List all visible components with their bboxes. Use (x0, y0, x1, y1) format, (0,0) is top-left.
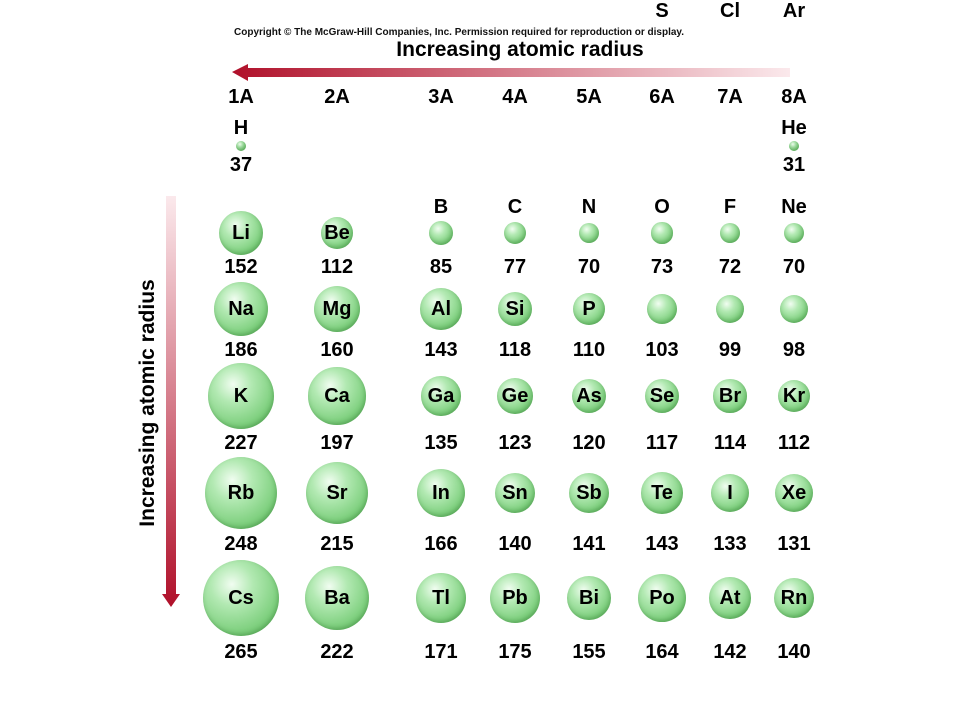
element-symbol-h: H (233, 117, 249, 139)
radius-value-pb: 175 (498, 641, 532, 663)
radius-value-f: 72 (718, 256, 742, 278)
element-symbol-xe: Xe (781, 482, 807, 504)
horizontal-trend-arrow (232, 64, 790, 81)
element-symbol-br: Br (718, 385, 742, 407)
element-symbol-n: N (581, 196, 597, 218)
element-symbol-i: I (727, 482, 733, 504)
element-symbol-cl: Cl (720, 0, 740, 22)
group-header-1a: 1A (228, 86, 254, 108)
element-symbol-na: Na (228, 298, 254, 320)
element-symbol-sr: Sr (326, 482, 348, 504)
radius-value-te: 143 (645, 533, 679, 555)
radius-value-ge: 123 (498, 432, 532, 454)
group-header-7a: 7A (717, 86, 743, 108)
element-symbol-ca: Ca (324, 385, 350, 407)
element-symbol-te: Te (651, 482, 673, 504)
element-symbol-se: Se (649, 385, 675, 407)
radius-value-b: 85 (429, 256, 453, 278)
group-header-8a: 8A (781, 86, 807, 108)
element-symbol-ar: Ar (782, 0, 806, 22)
element-symbol-rn: Rn (780, 587, 808, 609)
radius-value-sn: 140 (498, 533, 532, 555)
element-symbol-in: In (432, 482, 450, 504)
element-symbol-rb: Rb (227, 482, 255, 504)
element-symbol-ge: Ge (501, 385, 529, 407)
radius-value-ne: 70 (782, 256, 806, 278)
element-symbol-sb: Sb (576, 482, 602, 504)
horizontal-axis-label: Increasing atomic radius (396, 38, 644, 61)
radius-value-br: 114 (713, 432, 747, 454)
atom-he (789, 141, 799, 151)
element-symbol-p: P (582, 298, 596, 320)
atom-o (651, 222, 672, 243)
element-symbol-s: S (655, 0, 669, 22)
radius-value-bi: 155 (572, 641, 606, 663)
radius-value-rn: 140 (777, 641, 811, 663)
radius-value-i: 133 (713, 533, 747, 555)
radius-value-n: 70 (577, 256, 601, 278)
radius-value-ba: 222 (320, 641, 354, 663)
element-symbol-b: B (433, 196, 449, 218)
element-symbol-c: C (507, 196, 523, 218)
radius-value-si: 118 (498, 339, 532, 361)
radius-value-s: 103 (645, 339, 679, 361)
element-symbol-al: Al (431, 298, 451, 320)
radius-value-sr: 215 (320, 533, 354, 555)
group-header-3a: 3A (428, 86, 454, 108)
radius-value-ar: 98 (782, 339, 806, 361)
element-symbol-li: Li (232, 222, 250, 244)
radius-value-at: 142 (713, 641, 747, 663)
group-header-4a: 4A (502, 86, 528, 108)
radius-value-in: 166 (424, 533, 458, 555)
radius-value-be: 112 (320, 256, 354, 278)
radius-value-h: 37 (229, 154, 253, 176)
radius-value-he: 31 (782, 154, 806, 176)
radius-value-c: 77 (503, 256, 527, 278)
group-header-2a: 2A (324, 86, 350, 108)
element-symbol-o: O (654, 196, 670, 218)
radius-value-tl: 171 (424, 641, 458, 663)
element-symbol-mg: Mg (322, 298, 352, 320)
element-symbol-as: As (576, 385, 602, 407)
radius-value-cl: 99 (718, 339, 742, 361)
radius-value-kr: 112 (777, 432, 811, 454)
element-symbol-bi: Bi (579, 587, 599, 609)
element-symbol-at: At (719, 587, 741, 609)
copyright-notice: Copyright © The McGraw-Hill Companies, Inc. Permission required for reproduction or display. (234, 27, 685, 38)
element-symbol-ba: Ba (324, 587, 350, 609)
element-symbol-si: Si (505, 298, 525, 320)
radius-value-cs: 265 (224, 641, 258, 663)
atom-h (236, 141, 246, 151)
element-symbol-cs: Cs (228, 587, 254, 609)
element-symbol-po: Po (649, 587, 675, 609)
radius-value-na: 186 (224, 339, 258, 361)
radius-value-po: 164 (645, 641, 679, 663)
radius-value-li: 152 (224, 256, 258, 278)
radius-value-ga: 135 (424, 432, 458, 454)
element-symbol-he: He (781, 117, 807, 139)
radius-value-ca: 197 (320, 432, 354, 454)
radius-value-k: 227 (224, 432, 258, 454)
atom-s (647, 294, 677, 324)
radius-value-al: 143 (424, 339, 458, 361)
element-symbol-sn: Sn (502, 482, 528, 504)
element-symbol-ne: Ne (781, 196, 807, 218)
radius-value-o: 73 (650, 256, 674, 278)
element-symbol-kr: Kr (782, 385, 806, 407)
radius-value-sb: 141 (572, 533, 606, 555)
radius-value-xe: 131 (777, 533, 811, 555)
element-symbol-be: Be (324, 222, 350, 244)
element-symbol-k: K (233, 385, 249, 407)
element-symbol-tl: Tl (432, 587, 450, 609)
element-symbol-pb: Pb (502, 587, 528, 609)
vertical-trend-arrow (162, 196, 180, 607)
group-header-6a: 6A (649, 86, 675, 108)
group-header-5a: 5A (576, 86, 602, 108)
radius-value-as: 120 (572, 432, 606, 454)
radius-value-rb: 248 (224, 533, 258, 555)
element-symbol-f: F (723, 196, 737, 218)
radius-value-se: 117 (645, 432, 679, 454)
radius-value-mg: 160 (320, 339, 354, 361)
radius-value-p: 110 (572, 339, 606, 361)
vertical-axis-label: Increasing atomic radius (136, 279, 159, 527)
element-symbol-ga: Ga (427, 385, 455, 407)
